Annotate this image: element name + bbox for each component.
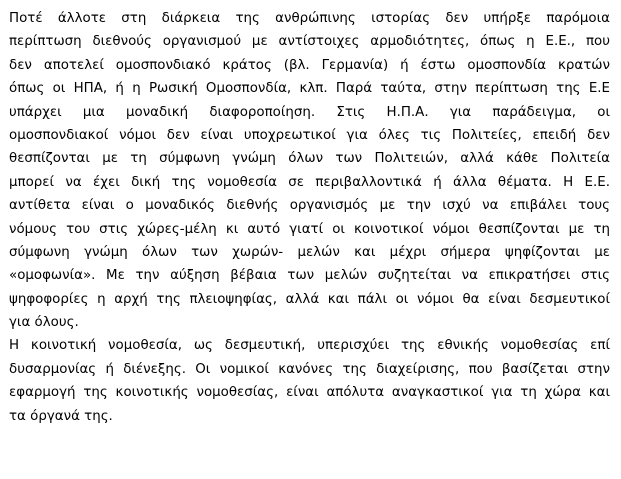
- text-line: δεν αποτελεί ομοσπονδιακό κράτος (βλ. Γερμανία) ή έστω ομοσπονδία κρατών: [9, 57, 610, 73]
- text-line: για όλους.: [9, 315, 79, 331]
- text-line: όπως οι ΗΠΑ, ή η Ρωσική Ομοσπονδία, κλπ. Παρά ταύτα, στην περίπτωση της Ε.Ε: [9, 81, 610, 97]
- text-line: μπορεί να έχει δική της νομοθεσία σε περιβαλλοντικά ή άλλα θέματα. Η Ε.Ε.: [9, 174, 610, 190]
- text-line: θεσπίζονται με τη σύμφωνη γνώμη όλων των Πολιτειών, αλλά κάθε Πολιτεία: [9, 151, 610, 167]
- text-line: αντίθετα είναι ο μοναδικός διεθνής οργανισμός με την ισχύ να επιβάλει τους: [9, 198, 610, 214]
- text-line: «ομοφωνία». Με την αύξηση βέβαια των μελών συζητείται να επικρατήσει στις: [9, 268, 610, 284]
- text-line: περίπτωση διεθνούς οργανισμού με αντίστοιχες αρμοδιότητες, όπως η Ε.Ε., που: [9, 34, 610, 50]
- paragraph-2: [9, 334, 610, 428]
- text-line: Η κοινοτική νομοθεσία, ως δεσμευτική, υπερισχύει της εθνικής νομοθεσίας επί: [9, 338, 610, 354]
- text-line: τα όργανά της.: [9, 408, 113, 424]
- text-line: δυσαρμονίας ή διένεξης. Οι νομικοί κανόνες της διαχείρισης, που βασίζεται στην: [9, 361, 610, 377]
- text-line: εφαρμογή της κοινοτικής νομοθεσίας, είναι απόλυτα αναγκαστικοί για τη χώρα και: [9, 385, 610, 401]
- text-line: ομοσπονδιακοί νόμοι δεν είναι υποχρεωτικοί για όλες τις Πολιτείες, επειδή δεν: [9, 127, 610, 143]
- text-line: Ποτέ άλλοτε στη διάρκεια της ανθρώπινης ιστορίας δεν υπήρξε παρόμοια: [9, 11, 610, 26]
- paragraph-1: [9, 7, 610, 334]
- text-line: σύμφωνη γνώμη όλων των χωρών- μελών και μέχρι σήμερα ψηφίζονται με: [9, 244, 610, 260]
- document-body: [9, 7, 610, 428]
- text-line: νόμους του στις χώρες-μέλη κι αυτό γιατί οι κοινοτικοί νόμοι θεσπίζονται με τη: [9, 221, 610, 237]
- text-line: ψηφοφορίες η αρχή της πλειοψηφίας, αλλά και πάλι οι νόμοι θα είναι δεσμευτικοί: [9, 291, 610, 307]
- text-line: υπάρχει μια μοναδική διαφοροποίηση. Στις Η.Π.Α. για παράδειγμα, οι: [9, 104, 610, 120]
